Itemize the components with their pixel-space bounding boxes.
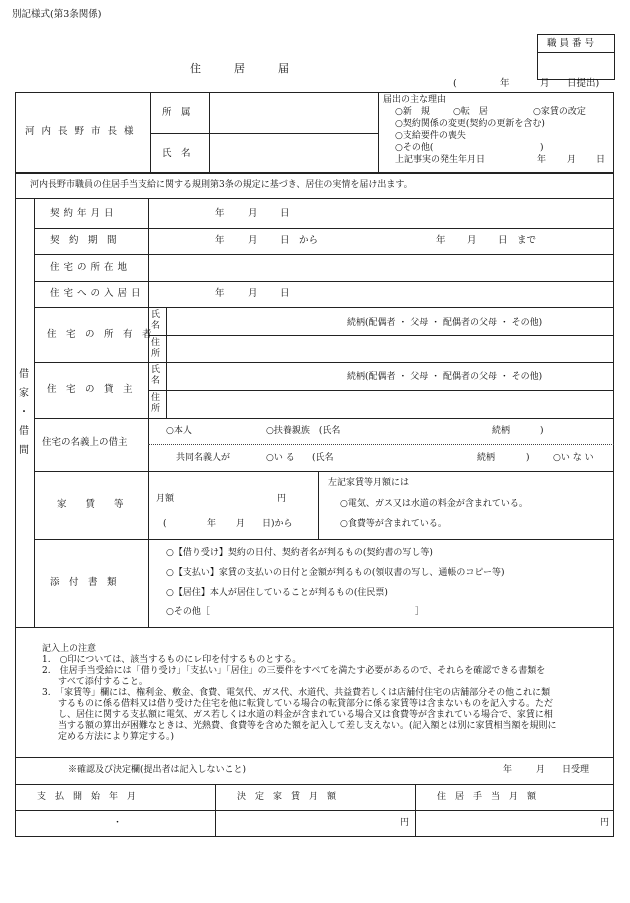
form-title: 住 居 届: [190, 62, 289, 75]
nominal-close: ): [540, 426, 544, 436]
rent-monthly-label: 月額: [156, 494, 175, 504]
rent-open: (: [163, 519, 167, 529]
note-1: 1. ○印については、該当するものにレ印を付するものとする。: [42, 655, 302, 665]
co-holder-relation: 続柄: [477, 453, 496, 463]
cp-month2: 月: [467, 235, 477, 246]
reason-other-close: ): [540, 143, 544, 153]
cp-year: 年: [215, 235, 225, 246]
lender-address-field[interactable]: [168, 392, 612, 416]
occurrence-month: 月: [567, 155, 577, 165]
col-decided-rent: 決 定 家 賃 月 額: [237, 792, 337, 802]
dept-field[interactable]: [210, 93, 377, 132]
note-3c: し、居住に関する支払額に電気、ガス若しくは水道の料金が含まれている場合又は食費等が含まれている場合で、家賃に相: [58, 710, 553, 720]
owner-name-label: 氏名: [151, 310, 161, 331]
note-3a: 3. 「家賃等」欄には、権利金、敷金、食費、電気代、ガス代、水道代、共益費若しくは店舗付住宅の店舗部分その他これに類: [42, 688, 551, 698]
occurrence-date-label: 上記事実の発生年月日: [395, 155, 486, 165]
lender-name-label: 氏名: [151, 365, 161, 386]
cp-from: 日 から: [280, 235, 319, 246]
reasons-heading: 届出の主な理由: [383, 95, 447, 105]
row-contract-period: 契 約 期 間: [50, 235, 117, 246]
reason-other[interactable]: ○その他(: [395, 143, 434, 153]
cd-month: 月: [248, 208, 258, 219]
occurrence-day: 日: [596, 155, 606, 165]
reason-move[interactable]: ○転 居: [453, 107, 488, 117]
decided-rent-yen: 円: [400, 818, 410, 828]
attachment-payment[interactable]: ○【支払い】家賃の支払いの日付と金額が判るもの(領収書の写し、通帳のコピー等): [166, 568, 505, 578]
addressee: 河内長野市長様: [25, 126, 141, 137]
row-attachments: 添 付 書 類: [50, 577, 117, 588]
date-open: (: [453, 78, 457, 89]
payment-start-dot: ・: [113, 818, 123, 828]
form-label: 別記様式(第3条関係): [12, 9, 102, 20]
section-label: 借 家 ・ 借 間: [19, 369, 29, 456]
row-owner: 住 宅 の 所 有 者: [47, 329, 152, 340]
co-holder-name: (氏名: [312, 453, 334, 463]
rent-from: 日)から: [262, 519, 293, 529]
rent-month: 月: [236, 519, 246, 529]
rent-yen: 円: [277, 494, 287, 504]
name-label: 氏 名: [162, 148, 191, 159]
col-payment-start: 支 払 開 始 年 月: [37, 792, 137, 802]
staff-number-label: 職 員 番 号: [547, 38, 595, 49]
confirm-received: 日受理: [562, 765, 590, 775]
nominal-dependent[interactable]: ○扶養親族 (氏名: [266, 426, 341, 436]
rent-note-head: 左記家賃等月額には: [328, 478, 410, 488]
mi-year: 年: [215, 288, 225, 299]
allowance-yen: 円: [600, 818, 610, 828]
lender-relation[interactable]: 続柄(配偶者 ・ 父母 ・ 配偶者の父母 ・ その他): [347, 372, 543, 382]
note-3e: 定める方法により算定する。): [58, 732, 175, 742]
reason-loss[interactable]: ○支給要件の喪失: [395, 131, 466, 141]
co-holder-close: ): [526, 453, 530, 463]
note-3d: 当する額の算出が困難なときは、光熱費、食費等を含めた額を記入して差し支えない。(記入額とは別に家賃相当額を規則に: [58, 721, 557, 731]
nominal-relation: 続柄: [492, 426, 511, 436]
note-2b: すべて添付すること。: [58, 677, 148, 687]
note-2a: 2. 住居手当受給には「借り受け」「支払い」「居住」の三要件をすべてを満たす必要があるので、それらを確認できる書類を: [42, 666, 546, 676]
row-nominal: 住宅の名義上の借主: [42, 437, 128, 448]
row-address: 住宅の所在地: [50, 262, 132, 273]
mi-month: 月: [248, 288, 258, 299]
confirm-year: 年: [503, 765, 513, 775]
rent-note-meals[interactable]: ○食費等が含まれている。: [340, 519, 447, 529]
attachment-lease[interactable]: ○【借り受け】契約の日付、契約者名が判るもの(契約書の写し等): [166, 548, 433, 558]
confirm-label: ※確認及び決定欄(提出者は記入しないこと): [68, 765, 247, 775]
cd-year: 年: [215, 208, 225, 219]
confirm-month: 月: [536, 765, 546, 775]
dept-label: 所 属: [162, 107, 191, 118]
co-holder-label: 共同名義人が: [176, 453, 231, 463]
reason-rent-change[interactable]: ○家賃の改定: [533, 107, 586, 117]
reason-new[interactable]: ○新 規: [395, 107, 430, 117]
address-field[interactable]: [150, 256, 612, 280]
col-housing-allowance: 住 居 手 当 月 額: [437, 792, 537, 802]
date-submitted: 日提出): [567, 78, 600, 89]
date-year: 年: [500, 78, 510, 89]
notes-heading: 記入上の注意: [42, 644, 97, 654]
reason-contract-change[interactable]: ○契約関係の変更(契約の更新を含む): [395, 119, 545, 129]
owner-addr-label: 住所: [151, 338, 161, 359]
name-field[interactable]: [210, 134, 377, 172]
row-lender: 住 宅 の 貸 主: [47, 384, 133, 395]
row-contract-date: 契約年月日: [50, 208, 118, 219]
occurrence-year: 年: [537, 155, 547, 165]
row-move-in: 住宅への入居日: [50, 288, 145, 299]
cd-day: 日: [280, 208, 290, 219]
co-holder-yes[interactable]: ○い る: [266, 453, 295, 463]
rent-year: 年: [207, 519, 217, 529]
attachment-other[interactable]: ○その他［: [166, 607, 210, 617]
co-holder-no[interactable]: ○い な い: [553, 453, 594, 463]
cp-month: 月: [248, 235, 258, 246]
lender-addr-label: 住所: [151, 393, 161, 414]
row-rent: 家 賃 等: [57, 499, 124, 510]
declaration-text: 河内長野市職員の住居手当支給に関する規則第3条の規定に基づき、居住の実情を届け出ます。: [30, 180, 413, 190]
note-3b: するものに係る借料又は借り受けた住宅を他に転貸している場合の転貸部分に係る家賃等は含まないものを記入する。ただ: [58, 699, 554, 709]
staff-number-divider: [537, 52, 615, 53]
attachment-residence[interactable]: ○【居住】本人が居住していることが判るもの(住民票): [166, 588, 388, 598]
cp-until: 日 まで: [498, 235, 537, 246]
owner-address-field[interactable]: [168, 337, 612, 361]
mi-day: 日: [280, 288, 290, 299]
cp-year2: 年: [436, 235, 446, 246]
owner-relation[interactable]: 続柄(配偶者 ・ 父母 ・ 配偶者の父母 ・ その他): [347, 318, 543, 328]
attachment-other-close: ］: [415, 607, 425, 617]
nominal-self[interactable]: ○本人: [166, 426, 192, 436]
date-month: 月: [540, 78, 550, 89]
rent-note-utilities[interactable]: ○電気、ガス又は水道の料金が含まれている。: [340, 499, 528, 509]
